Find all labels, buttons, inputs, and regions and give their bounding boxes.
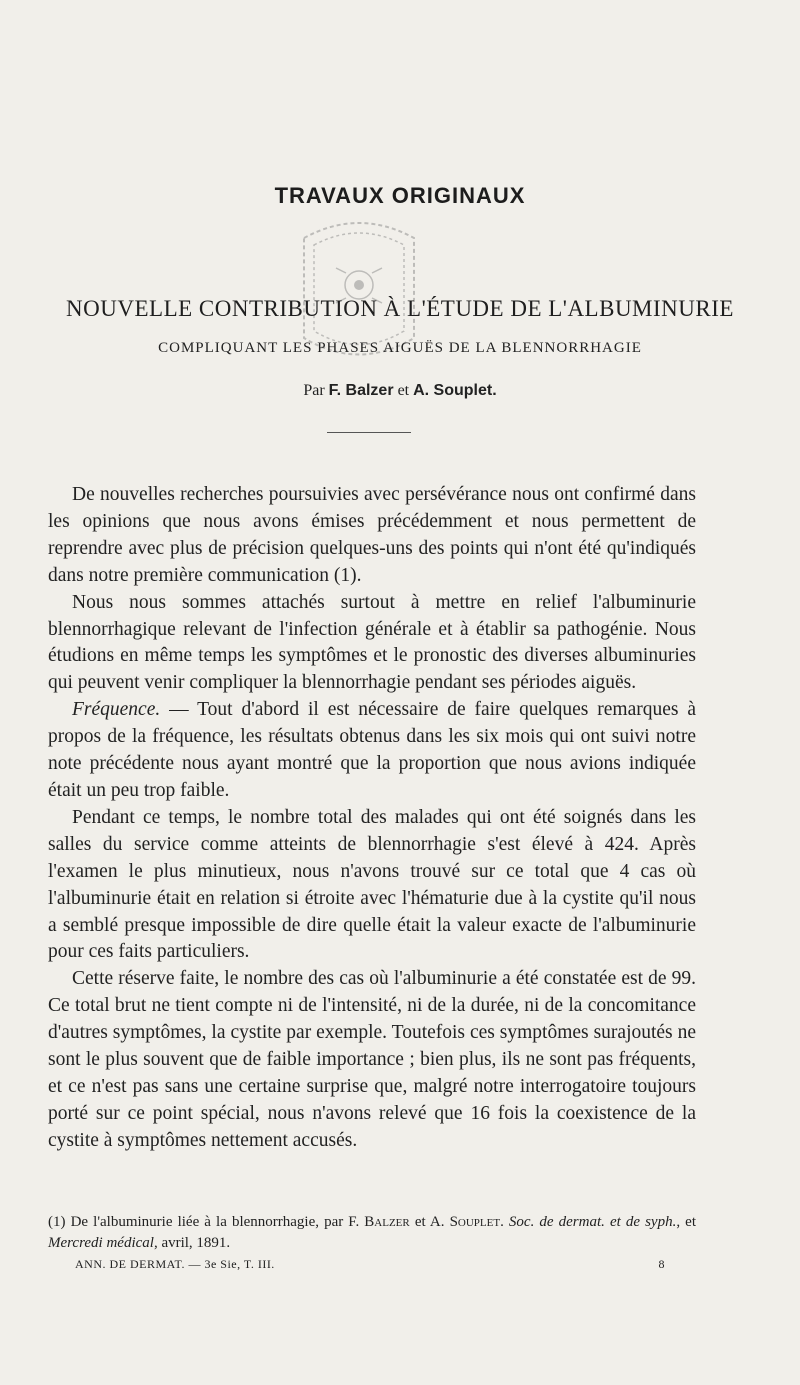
section-title: TRAVAUX ORIGINAUX (274, 183, 526, 208)
authors-prefix: Par (303, 382, 325, 399)
footnote-journal-mercredi: Mercredi médical (48, 1235, 154, 1251)
authors-and: et (397, 382, 410, 399)
footnote-author-souplet: Souplet (449, 1214, 501, 1230)
running-footer (75, 1257, 665, 1272)
paragraph-total: Cette réserve faite, le nombre des cas où l'albuminurie a été constatée est de 99. Ce total brut ne tient compte ni de l'intensité, ni de la durée, ni de la concomitance d'autres symptômes, la cystite par exemple. Toutefois ces symptômes surajoutés ne sont le plus souvent que de faible importance ; bien plus, ils ne sont pas fréquents, et ce n'est pas sans une certaine surprise que, malgré notre interrogatoire toujours porté sur ce point spécial, nous n'avons relevé que 16 fois la coexistence de la cystite à symptômes nettement accusés. (48, 968, 696, 1151)
article-body (48, 482, 696, 1155)
footnote-and: et A. (409, 1214, 450, 1230)
page-number: 8 (658, 1257, 665, 1271)
footnote-text: De l'albuminurie liée à la blennorrhagie, par F. (65, 1214, 365, 1230)
frequence-label: Fréquence. (72, 699, 161, 721)
running-head: ANN. DE DERMAT. — 3e Sie, T. III. (75, 1257, 275, 1271)
paragraph-frequence (48, 697, 696, 805)
footnote-author-balzer: Balzer (364, 1214, 410, 1230)
footnote-dot: . (500, 1214, 504, 1230)
frequence-text: — Tout d'abord il est nécessaire de faire quelques remarques à propos de la fréquence, les résultats obtenus dans les six mois qui ont suivi notre note précédente nous ayant montré que la proportion que nous avions indiquée était un peu trop faible. (48, 699, 696, 801)
footnote-marker: (1) (48, 1214, 66, 1230)
article-subtitle: COMPLIQUANT LES PHASES AIGUËS DE LA BLENNORRHAGIE (158, 340, 642, 356)
author-balzer: F. Balzer (328, 382, 394, 399)
footnote-end: , avril, 1891. (153, 1235, 231, 1251)
authors-line (0, 382, 800, 400)
footnote (48, 1212, 696, 1254)
author-souplet: A. Souplet. (413, 382, 497, 399)
paragraph-intro: De nouvelles recherches poursuivies avec persévérance nous ont confirmé dans les opinions que nous avons émises précédemment et nous permettent de reprendre avec plus de précision quelques-uns des points qui n'ont été qu'indiqués dans notre première communication (1). (48, 484, 696, 586)
title-divider (327, 432, 411, 433)
footnote-mid: , et (676, 1214, 696, 1230)
paragraph-cases: Pendant ce temps, le nombre total des malades qui ont été soignés dans les salles du service comme atteints de blennorrhagie s'est élevé à 424. Après l'examen le plus minutieux, nous n'avons trouvé sur ce total que 4 cas où l'albuminurie était en relation si étroite avec l'hématurie due à la cystite qu'il nous a semblé presque impossible de dire quelle était la valeur exacte de l'albuminurie pour ces faits particuliers. (48, 806, 696, 963)
paragraph-aim: Nous nous sommes attachés surtout à mettre en relief l'albuminurie blennorrhagique relevant de l'infection générale et à établir sa pathogénie. Nous étudions en même temps les symptômes et le pronostic des diverses albuminuries qui peuvent venir compliquer la blennorrhagie pendant ses périodes aiguës. (48, 591, 696, 694)
article-title: NOUVELLE CONTRIBUTION À L'ÉTUDE DE L'ALBUMINURIE (66, 296, 734, 321)
footnote-journal-soc: Soc. de dermat. et de syph. (508, 1214, 677, 1230)
